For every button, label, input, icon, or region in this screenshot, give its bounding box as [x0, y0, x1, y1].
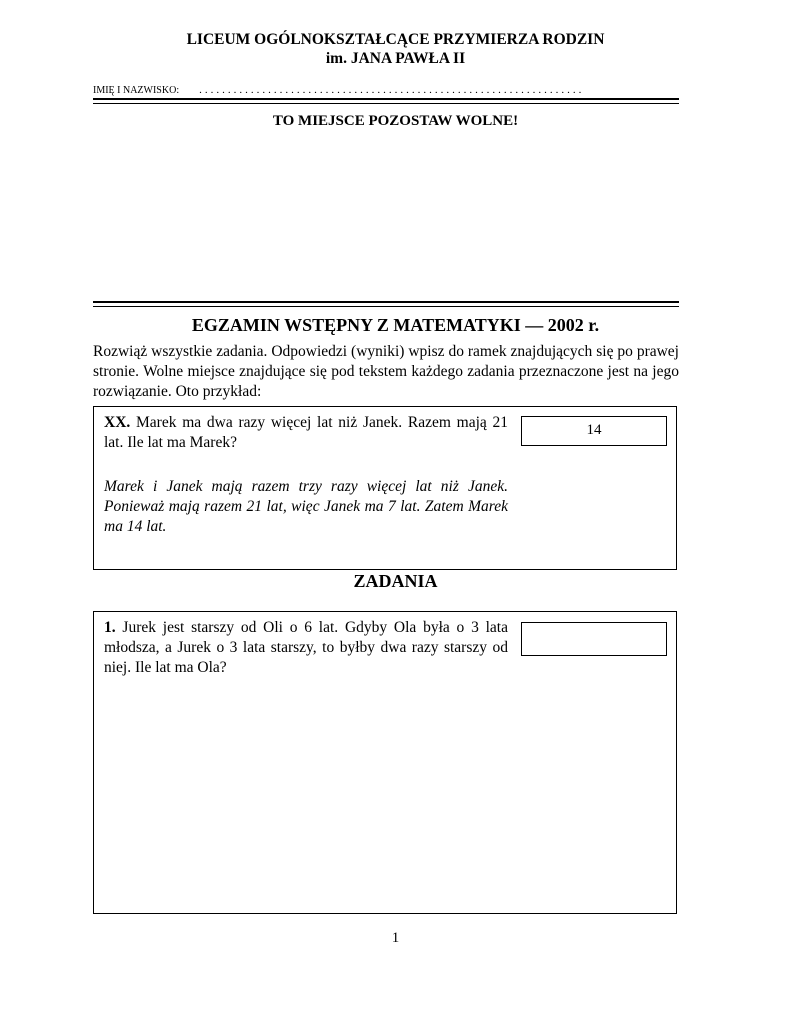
example-solution: Marek i Janek mają razem trzy razy więcej lat niż Janek. Ponieważ mają razem 21 lat, więc Janek ma 7 lat. Zatem Marek ma 14 lat. [104, 478, 508, 535]
task-1-number: 1. [104, 619, 116, 636]
task-box-1 [93, 611, 677, 914]
page-number: 1 [391, 930, 400, 946]
name-dotted-line: ................................................................... [199, 84, 585, 96]
example-answer-box: 14 [521, 416, 667, 446]
school-name-line1: LICEUM OGÓLNOKSZTAŁCĄCE PRZYMIERZA RODZIN [186, 31, 605, 48]
example-task-text [104, 413, 508, 453]
tasks-heading: ZADANIA [353, 571, 438, 591]
name-field-row [93, 84, 679, 96]
section-double-rule [93, 301, 679, 307]
exam-title: EGZAMIN WSTĘPNY Z MATEMATYKI — 2002 r. [191, 315, 600, 335]
example-task-box [93, 406, 677, 570]
leave-blank-notice: TO MIEJSCE POZOSTAW WOLNE! [272, 113, 519, 129]
example-task-number: XX. [104, 414, 131, 431]
header-double-rule [93, 98, 679, 104]
school-name-line2: im. JANA PAWŁA II [325, 50, 466, 67]
task-1-answer-box[interactable] [521, 622, 667, 656]
name-label: IMIĘ I NAZWISKO: [93, 85, 180, 96]
exam-instructions: Rozwiąż wszystkie zadania. Odpowiedzi (wyniki) wpisz do ramek znajdujących się po prawej stronie. Wolne miejsce znajdujące się pod tekstem każdego zadania przeznaczone jest na jego rozwiązanie. Oto przykład: [93, 343, 679, 400]
example-task-question: Marek ma dwa razy więcej lat niż Janek. Razem mają 21 lat. Ile lat ma Marek? [104, 414, 508, 451]
task-1-text [104, 618, 508, 678]
school-name [0, 30, 791, 68]
task-1-question: Jurek jest starszy od Oli o 6 lat. Gdyby Ola była o 3 lata młodsza, a Jurek o 3 lata starszy, to byłby dwa razy starszy od niej. Ile lat ma Ola? [104, 619, 508, 676]
